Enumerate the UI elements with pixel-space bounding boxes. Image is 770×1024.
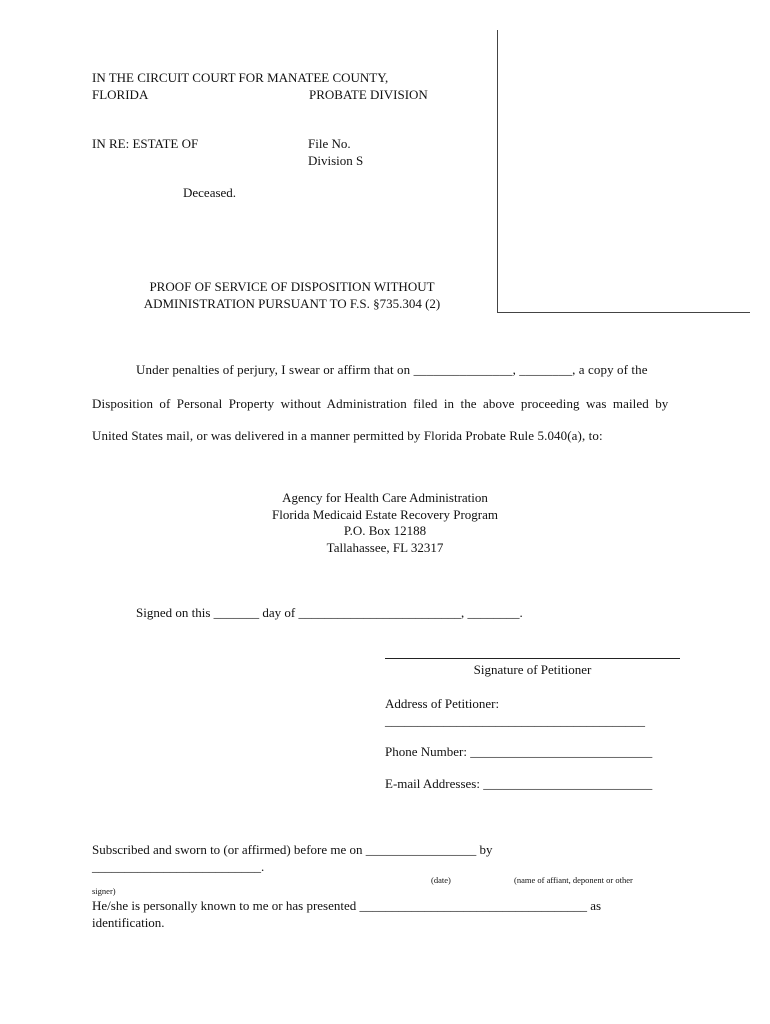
body-line-2: Disposition of Personal Property without Administration filed in the above proceeding was mailed by: [92, 396, 669, 411]
notary-line-2: __________________________.: [92, 859, 265, 874]
phone-field: Phone Number: ____________________________: [385, 744, 653, 759]
notary-line-4: identification.: [92, 915, 165, 930]
body-line-1: Under penalties of perjury, I swear or affirm that on _______________, ________, a copy of the: [136, 362, 648, 377]
address-blank-line: ________________________________________: [385, 713, 645, 728]
email-field: E-mail Addresses: __________________________: [385, 776, 653, 791]
in-re-label: IN RE: ESTATE OF: [92, 136, 199, 151]
recipient-city: Tallahassee, FL 32317: [326, 540, 444, 555]
state-label: FLORIDA: [92, 87, 149, 102]
clerk-box-horizontal-rule: [497, 312, 750, 313]
signed-on-line: Signed on this _______ day of _________________________, ________.: [136, 605, 523, 620]
notary-line-1: Subscribed and sworn to (or affirmed) before me on _________________ by: [92, 842, 493, 857]
deceased-label: Deceased.: [183, 185, 237, 200]
document-title-line1: PROOF OF SERVICE OF DISPOSITION WITHOUT: [149, 279, 435, 294]
recipient-program: Florida Medicaid Estate Recovery Program: [272, 507, 498, 522]
notary-line-3: He/she is personally known to me or has presented ___________________________________ as: [92, 898, 602, 913]
division-label: PROBATE DIVISION: [309, 87, 428, 102]
court-line: IN THE CIRCUIT COURT FOR MANATEE COUNTY,: [92, 70, 389, 85]
clerk-box-vertical-rule: [497, 30, 498, 313]
document-title-line2: ADMINISTRATION PURSUANT TO F.S. §735.304 (2): [143, 296, 441, 311]
date-hint: (date): [431, 875, 451, 885]
signature-line: [385, 658, 680, 659]
file-no-label: File No.: [308, 136, 351, 151]
name-hint: (name of affiant, deponent or other: [514, 875, 633, 885]
division-s-label: Division S: [308, 153, 364, 168]
address-label: Address of Petitioner:: [385, 696, 500, 711]
signature-label: Signature of Petitioner: [473, 662, 592, 677]
signer-hint: signer): [92, 886, 116, 896]
recipient-po-box: P.O. Box 12188: [343, 523, 427, 538]
recipient-name: Agency for Health Care Administration: [282, 490, 488, 505]
body-line-3: United States mail, or was delivered in a manner permitted by Florida Probate Rule 5.040(a), to:: [92, 428, 603, 443]
